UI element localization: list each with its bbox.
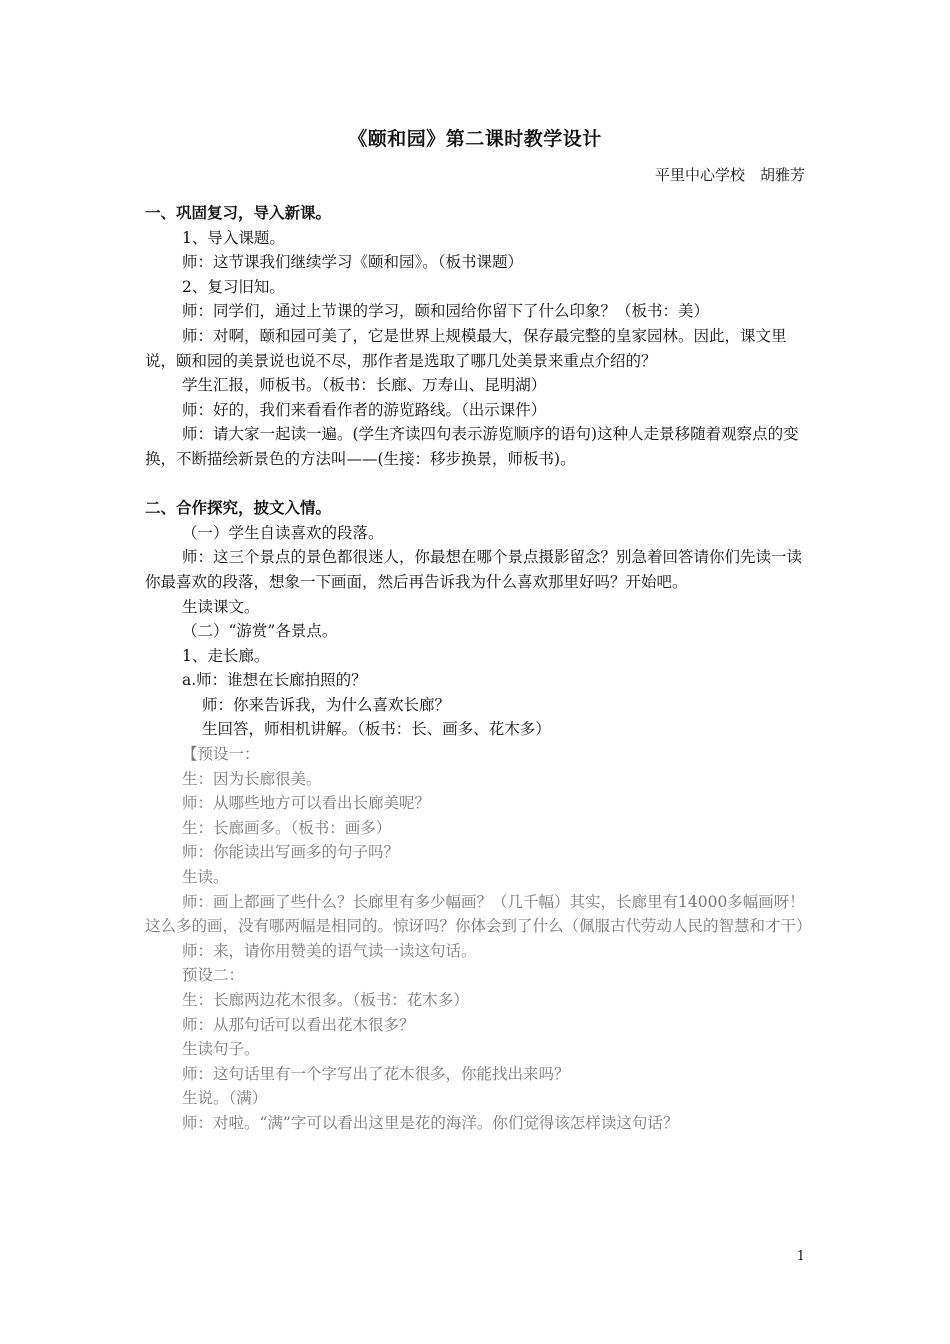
author-line: 平里中心学校 胡雅芳 bbox=[654, 166, 805, 184]
section-heading: 二、合作探究，披文入情。 bbox=[145, 498, 332, 518]
paragraph: 1、导入课题。 bbox=[182, 228, 285, 247]
paragraph: 师：你来告诉我，为什么喜欢长廊？ bbox=[202, 695, 451, 714]
paragraph: 师：好的，我们来看看作者的游览路线。（出示课件） bbox=[182, 400, 547, 419]
paragraph: 师：这句话里有一个字写出了花木很多，你能找出来吗？ bbox=[182, 1064, 570, 1083]
paragraph: （一）学生自读喜欢的段落。 bbox=[182, 523, 384, 542]
paragraph: 学生汇报，师板书。（板书：长廊、万寿山、昆明湖） bbox=[182, 376, 547, 395]
paragraph: 生：长廊画多。（板书：画多） bbox=[182, 818, 392, 837]
paragraph: 生：长廊两边花木很多。（板书：花木多） bbox=[182, 991, 469, 1009]
paragraph: 师：请大家一起读一遍。(学生齐读四句表示游览顺序的语句)这种人走景移随着观察点的变换，不断描绘新景色的方法叫——(生接：移步换景，师板书)。 bbox=[145, 425, 799, 468]
paragraph: 2、复习旧知。 bbox=[182, 277, 285, 296]
paragraph: 生读。 bbox=[182, 868, 229, 887]
paragraph: 师：画上都画了些什么？长廊里有多少幅画？（几千幅）其实，长廊里有14000多幅画呀！这么多的画，没有哪两幅是相同的。惊讶吗？你体会到了什么（佩服古代劳动人民的智慧和才干） bbox=[145, 892, 812, 936]
paragraph: 师：这节课我们继续学习《颐和园》。（板书课题） bbox=[182, 253, 524, 272]
paragraph: a.师：谁想在长廊拍照的？ bbox=[182, 671, 367, 690]
paragraph: 生说。（满） bbox=[182, 1089, 268, 1108]
paragraph: 预设二： bbox=[182, 966, 245, 985]
paragraph: 1、走长廊。 bbox=[182, 646, 270, 665]
paragraph: 师：对啦。“满”字可以看出这里是花的海洋。你们觉得该怎样读这句话？ bbox=[182, 1113, 679, 1132]
paragraph: （二）“游赏”各景点。 bbox=[182, 622, 338, 641]
paragraph: 师：来，请你用赞美的语气读一读这句话。 bbox=[182, 941, 477, 960]
section-heading: 一、巩固复习，导入新课。 bbox=[145, 203, 332, 222]
paragraph: 【预设一： bbox=[182, 745, 260, 764]
document-body bbox=[145, 201, 812, 1136]
document-title: 《颐和园》第二课时教学设计 bbox=[348, 128, 602, 150]
paragraph: 师：同学们，通过上节课的学习，颐和园给你留下了什么印象？（板书：美） bbox=[182, 302, 710, 321]
paragraph: 生回答，师相机讲解。（板书：长、画多、花木多） bbox=[202, 720, 551, 739]
paragraph: 师：这三个景点的景色都很迷人，你最想在哪个景点摄影留念？别急着回答请你们先读一读你最喜欢的段落，想象一下画面，然后再告诉我为什么喜欢那里好吗？开始吧。 bbox=[145, 548, 803, 591]
paragraph: 生读课文。 bbox=[182, 597, 260, 616]
paragraph: 生：因为长廊很美。 bbox=[182, 769, 322, 788]
paragraph: 师：你能读出写画多的句子吗？ bbox=[182, 843, 400, 862]
paragraph: 师：从哪些地方可以看出长廊美呢？ bbox=[182, 794, 431, 813]
page-number: 1 bbox=[796, 1249, 805, 1264]
paragraph: 师：从那句话可以看出花木很多？ bbox=[182, 1015, 415, 1034]
paragraph: 师：对啊，颐和园可美了，它是世界上规模最大，保存最完整的皇家园林。因此，课文里说，颐和园的美景说也说不尽，那作者是选取了哪几处美景来重点介绍的？ bbox=[145, 326, 787, 370]
paragraph: 生读句子。 bbox=[182, 1040, 260, 1059]
blank-line bbox=[145, 472, 807, 497]
